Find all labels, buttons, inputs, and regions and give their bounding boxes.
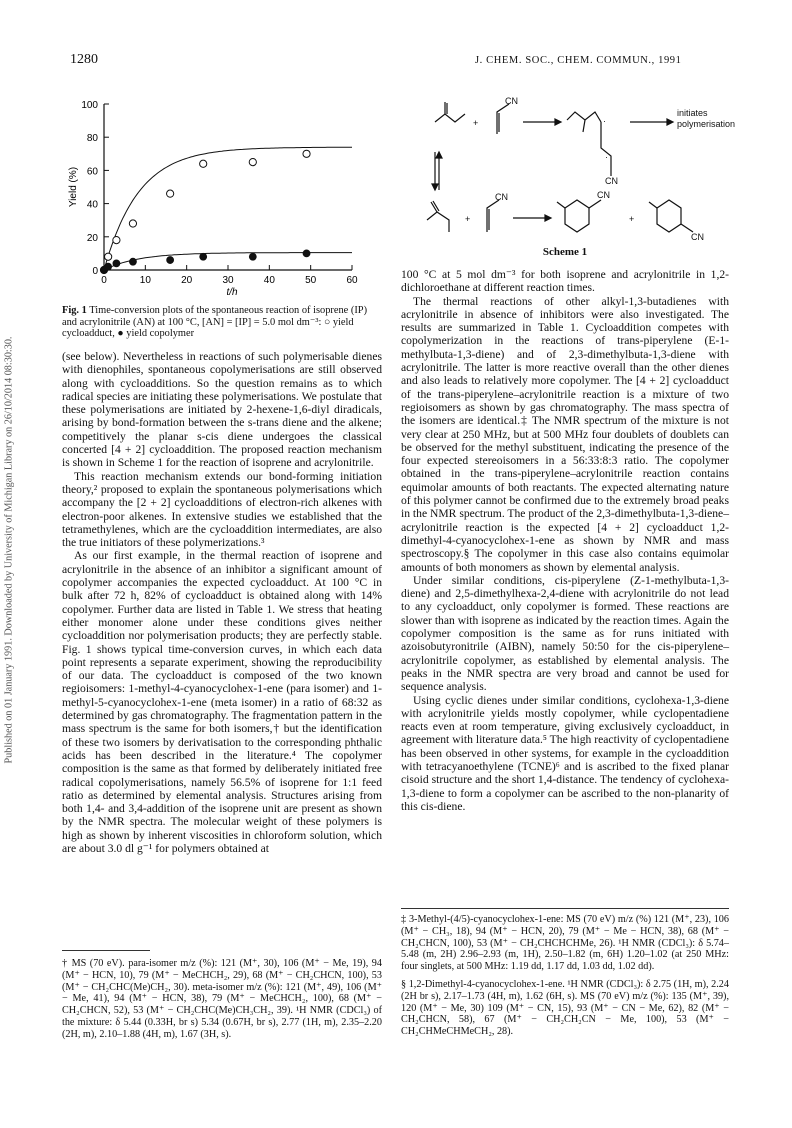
cycloadduct-point	[113, 237, 120, 244]
copolymer-point	[167, 257, 174, 264]
scheme-cn-4: CN	[597, 190, 610, 200]
scheme-initiates: initiates	[677, 108, 708, 118]
fig1-caption-label: Fig. 1	[62, 305, 87, 316]
scheme-label: Scheme 1	[542, 246, 588, 258]
paragraph: The thermal reactions of other alkyl-1,3-butadienes with acrylonitrile in absence of inhibitors were also investigated. The results are summarized in Table 1. Cycloaddition competes with copolymerization in the reactions of trans-piperylene (E-1-methylbuta-1,3-diene) and of 2,3-dimethylbuta-1,3-diene with acrylonitrile. The latter is more reactive overall than the other dienes and also leads to relatively more copolymer. The [4 + 2] cycloadduct of the trans-piperylene–acrylonitrile reaction is a mixture of two regioisomers as shown by gas chromatography. The mass spectra of the isomers are identical.‡ The NMR spectrum of the mixture is not very clear at 250 MHz, but at 500 MHz four doublets of doublets can be observed for the methyl substituent, indicating the presence of the four expected stereoisomers in a 56:33:8:3 ratio. The copolymer obtained in the trans-piperylene–acrylonitrile reaction contains equimolar amounts of both reactants. The expected alternating nature of this polymer cannot be confirmed due to the extremely broad peaks in the NMR spectrum. The product of the 2,3-dimethylbuta-1,3-diene–acrylonitrile reaction is the expected [4 + 2] cycloadduct 1,2-dimethyl-4-cyanocyclohex-1-ene as shown by NMR and mass spectroscopy.§ The copolymer in this case also contains equimolar amounts of both monomers as shown by elemental analysis.	[401, 294, 729, 574]
x-tick-label: 30	[222, 275, 234, 286]
y-tick-label: 60	[86, 166, 98, 178]
x-tick-label: 40	[263, 275, 275, 286]
y-tick-label: 100	[81, 100, 98, 111]
download-notice-text: Published on 01 January 1991. Downloaded by University of Michigan Library on 26/10/2014 08:30:30.	[3, 336, 15, 764]
y-tick-label: 80	[86, 133, 98, 145]
x-tick-label: 60	[346, 275, 358, 286]
copolymer-point	[303, 250, 310, 257]
fig1-chart	[62, 92, 372, 306]
copolymer-point	[200, 253, 207, 260]
footnotes-right	[401, 914, 729, 1044]
scheme-1	[405, 92, 735, 242]
series-line	[104, 147, 352, 270]
download-notice	[0, 100, 20, 1000]
scheme-cn-2: CN	[605, 176, 618, 186]
cycloadduct-point	[200, 160, 207, 167]
cycloadduct-point	[303, 150, 310, 157]
paragraph: This reaction mechanism extends our bond-forming initiation theory,² proposed to explain the spontaneous polymerisations which accompany the [2 + 2] cycloadditions of electron-rich alkenes with electron-poor alkenes. In extensive studies we established that the tetramethylenes, which are the cycloaddition intermediates, are also the true initiators of these polymerizations.³	[62, 469, 382, 550]
x-tick-label: 20	[181, 275, 193, 286]
cycloadduct-point	[105, 253, 112, 260]
footnote: ‡ 3-Methyl-(4/5)-cyanocyclohex-1-ene: MS (70 eV) m/z (%) 121 (M⁺, 23), 106 (M⁺ − CH₃, 18), 94 (M⁺ − HCN, 20), 79 (M⁺ − Me − HCN, 38), 68 (M⁺ − CH₂CHCN, 100), 53 (M⁺ − CH₂CHCHCHMe, 26). ¹H NMR (CDCl₃): δ 5.74–5.48 (m, 2H) 2.96–2.93 (m, 1H), 2.50–1.82 (m, 6H) 1.20–1.02 (at 250 MHz: four singlets, at 500 MHz: 1.19 dd, 1.17 dd, 1.03 dd, 1.02 dd).	[401, 914, 729, 973]
footnote-rule-right	[401, 908, 729, 909]
y-tick-label: 40	[86, 199, 98, 211]
cycloadduct-point	[129, 220, 136, 227]
chart-axes	[104, 104, 352, 270]
paragraph: 100 °C at 5 mol dm⁻³ for both isoprene and acrylonitrile in 1,2-dichloroethane at different reaction times.	[401, 268, 729, 295]
x-tick-label: 10	[139, 275, 151, 286]
footnotes-left	[62, 958, 382, 1047]
scheme-cn-5: CN	[691, 232, 704, 242]
cycloadduct-point	[249, 159, 256, 166]
x-tick-label: 0	[101, 275, 107, 286]
right-column	[401, 268, 729, 813]
scheme-cn-3: CN	[495, 192, 508, 202]
copolymer-point	[113, 260, 120, 267]
journal-header: J. CHEM. SOC., CHEM. COMMUN., 1991	[475, 55, 682, 66]
footnote: † MS (70 eV). para-isomer m/z (%): 121 (M⁺, 30), 106 (M⁺ − Me, 19), 94 (M⁺ − HCN, 10), 79 (M⁺ − MeCHCH₂, 29), 68 (M⁺ − CH₂CHCN, 100), 53 (M⁺ − CH₂CHC(Me)CH₂, 30). meta-isomer m/z (%): 121 (M⁺, 49), 106 (M⁺ − Me, 41), 94 (M⁺ − HCN, 38), 79 (M⁺ − MeCHCH₂, 100), 68 (M⁺ − CH₂CHCN, 52), 53 (M⁺ − CH₂CHC(Me)CH₃CH₂, 39). ¹H NMR (CDCl₃) of the mixture: δ 5.44 (0.33H, br s) 5.34 (0.67H, br s), 2.77 (1H, m), 2.35–2.20 (2H, m), 2.10–1.88 (4H, m), 1.67 (3H, s).	[62, 958, 382, 1040]
scheme-plus-2: +	[465, 214, 471, 224]
chart-series	[100, 147, 352, 273]
y-tick-label: 20	[86, 232, 98, 244]
x-tick-label: 50	[305, 275, 317, 286]
paragraph: (see below). Nevertheless in reactions of such polymerisable dienes with dienophiles, spontaneous copolymerisations are still observed along with cycloadditions. So the question remains as to which radical species are initiating these polymerisations. We postulate that these polymerisations are initiated by 2-hexene-1,6-diyl diradicals, arising by bond-formation between the s-trans diene and the alkene; competitively the planar s-cis diene undergoes the classical concerted [4 + 2] cycloaddition. The proposed reaction mechanism is shown in Scheme 1 for the reaction of isoprene and acrylonitrile.	[62, 350, 382, 470]
fig1-caption-text: Time-conversion plots of the spontaneous reaction of isoprene (IP) and acrylonitrile (AN) at 100 °C, [AN] = [IP] = 5.0 mol dm⁻³: ○ yield cycloadduct, ● yield copolymer	[62, 305, 368, 340]
footnote-rule-left	[62, 950, 150, 951]
paragraph: Using cyclic dienes under similar conditions, cyclohexa-1,3-diene with acrylonitrile yields mostly copolymer, while cyclopentadiene reacts even at room temperature, giving exclusively cycloadduct, in agreement with literature data.⁵ The high reactivity of cyclopentadiene has been observed in other systems, for example in the cycloaddition with tetracyanoethylene (TCNE)⁶ and is ascribed to the fixed planar cisoid structure and the short 1,4-distance. The tendency of cyclohexa-1,3-diene to form a copolymer can be ascribed to the non-planarity of this cis-diene.	[401, 693, 729, 813]
fig1-caption	[62, 305, 382, 340]
scheme-plus-1: +	[473, 118, 479, 128]
footnote: § 1,2-Dimethyl-4-cyanocyclohex-1-ene. ¹H NMR (CDCl₃): δ 2.75 (1H, m), 2.24 (2H br s), 2.17–1.73 (4H, m), 1.62 (6H, s). MS (70 eV) m/z (%): 135 (M⁺, 39), 120 (M⁺ − Me, 30) 109 (M⁺ − CN, 15), 93 (M⁺ − CN − Me, 62), 82 (M⁺ − CH₂CHCN, 58), 67 (M⁺ − CH₂CH₂CN − Me, 100), 53 (M⁺ − CH₂CHMeCHMeCH₂, 28).	[401, 978, 729, 1038]
copolymer-point	[249, 253, 256, 260]
y-tick-label: 0	[92, 266, 98, 277]
x-axis-label: t/h	[226, 287, 238, 298]
scheme-cn-1: CN	[505, 96, 518, 106]
copolymer-point	[130, 258, 137, 265]
page-number: 1280	[70, 52, 98, 67]
scheme-plus-3: +	[629, 214, 635, 224]
cycloadduct-point	[167, 190, 174, 197]
copolymer-point	[105, 263, 112, 270]
paragraph: Under similar conditions, cis-piperylene (Z-1-methylbuta-1,3-diene) and 2,5-dimethylhexa-2,4-diene with acrylonitrile do not lead to any cycloadduct, only copolymer is formed. These reactions are slower than with isoprene as indicated by the reaction times. Again the copolymer composition is the same as for runs initiated with azoisobutyronitrile (AIBN), namely 50:50 for the cis-piperylene–acrylonitrile copolymer, as established by elemental analysis. The peaks in the NMR spectra are very broad and cannot be used for sequence analysis.	[401, 573, 729, 694]
scheme-polymerisation: polymerisation	[677, 119, 735, 129]
scheme-radical-1: ·	[603, 116, 606, 126]
y-axis-label: Yield (%)	[68, 166, 79, 208]
paragraph: As our first example, in the thermal reaction of isoprene and acrylonitrile in the absence of an inhibitor a significant amount of copolymer accompanies the expected cycloadduct. At 100 °C in bulk after 72 h, 82% of cycloadduct is obtained along with 14% copolymer. Further data are listed in Table 1. We stress that heating either monomer alone under these conditions gives neither cycloaddition nor polymerisation products; they are perfectly stable. Fig. 1 shows typical time-conversion curves, in which each data point represents a separate experiment, showing the reproducibility of our data. The cycloadduct is composed of the two known regioisomers: 1-methyl-4-cyanocyclohex-1-ene (para isomer) and 1-methyl-5-cyanocyclohex-1-ene (meta isomer) in a ratio of 68:32 as determined by gas chromatography. The fragmentation pattern in the mass spectrum is the same for both isomers,† but the identification of these two isomers by derivatisation to the corresponding phthalic acids has been described in the literature.⁴ The copolymer composition is the same as that formed by deliberately initiated free radical copolymerisations, namely 56.5% of isoprene for 1:1 feed ratio as determined by elemental analysis. Structures arising from both 1,4- and 3,4-addition of the isoprene unit are present as shown by the NMR spectra. The molecular weight of these polymers is high as shown by inherent viscosities in chloroform solution, which are about 3.0 dl g⁻¹ for polymers obtained at	[62, 549, 382, 855]
scheme-radical-2: ·	[605, 152, 608, 162]
left-column	[62, 350, 382, 855]
